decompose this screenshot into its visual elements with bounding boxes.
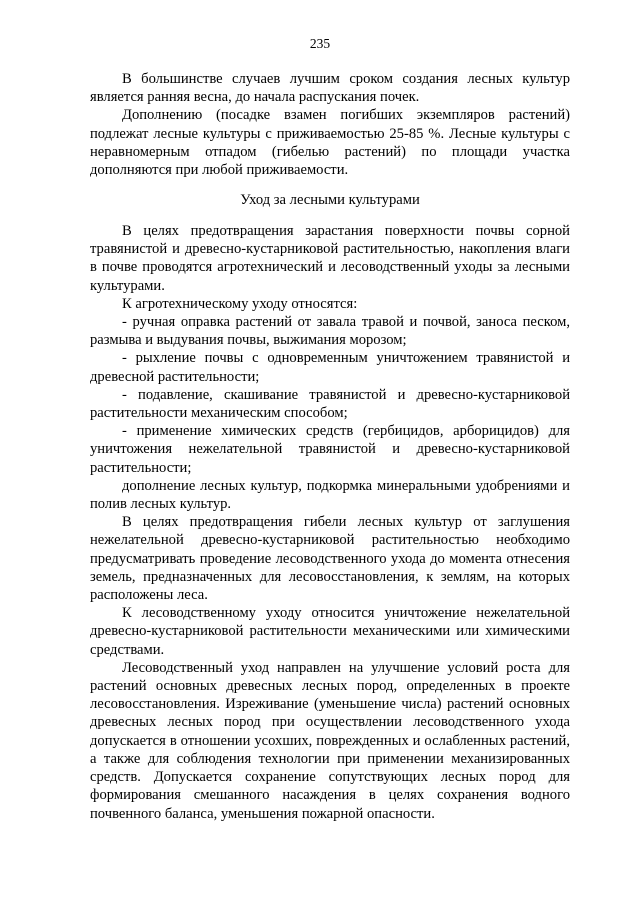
paragraph: К агротехническому уходу относятся: [122, 295, 358, 312]
section-text-block [90, 222, 570, 823]
list-item: - подавление, скашивание травянистой и древесно-кустарниковой растительности механическим способом; [90, 386, 570, 422]
list-item: - ручная оправка растений от завала травой и почвой, заноса песком, размыва и выдувания почвы, выжимания морозом; [90, 314, 570, 349]
paragraph: К лесоводственному уходу относится уничтожение нежелательной древесно-кустарниковой растительности механическими или химическими средствами. [90, 605, 570, 658]
section-heading-block [90, 191, 570, 209]
paragraph: В целях предотвращения гибели лесных культур от заглушения нежелательной древесно-кустарниковой растительностью необходимо предусматривать проведение лесоводственного ухода до момента отнесения земель, предназначенных для лесовосстановления, к землям, на которых расположены леса. [90, 514, 570, 604]
paragraph: Лесоводственный уход направлен на улучшение условий роста для растений основных древесных лесных пород, определенных в проекте лесовосстановления. Изреживание (уменьшение числа) растений основных древесных лесных пород при осуществлении лесоводственного ухода допускается в отношении усохших, поврежденных и ослабленных растений, а также для соблюдения технологии при применении механизированных средств. Допускается сохранение сопутствующих лесных пород для формирования смешанного насаждения в целях сохранения водного почвенного баланса, уменьшения пожарной опасности. [90, 659, 570, 822]
intro-text-block [90, 70, 570, 179]
paragraph: Дополнению (посадке взамен погибших экземпляров растений) подлежат лесные культуры с приживаемостью 25-85 %. Лесные культуры с неравномерным отпадом (гибелью растений) по площади участка дополняются при любой приживаемости. [90, 107, 570, 179]
list-item: - применение химических средств (гербицидов, арборицидов) для уничтожения нежелательной травянистой и древесно-кустарниковой растительности; [90, 423, 570, 476]
section-heading: Уход за лесными культурами [240, 192, 420, 208]
page-number: 235 [309, 36, 331, 51]
paragraph: В целях предотвращения зарастания поверхности почвы сорной травянистой и древесно-кустарниковой растительностью, накопления влаги в почве проводятся агротехнический и лесоводственный уходы за лесными культурами. [90, 223, 570, 294]
list-item: - рыхление почвы с одновременным уничтожением травянистой и древесной растительности; [90, 350, 570, 385]
list-item: дополнение лесных культур, подкормка минеральными удобрениями и полив лесных культур. [90, 477, 570, 513]
paragraph: В большинстве случаев лучшим сроком создания лесных культур является ранняя весна, до начала распускания почек. [90, 71, 570, 106]
